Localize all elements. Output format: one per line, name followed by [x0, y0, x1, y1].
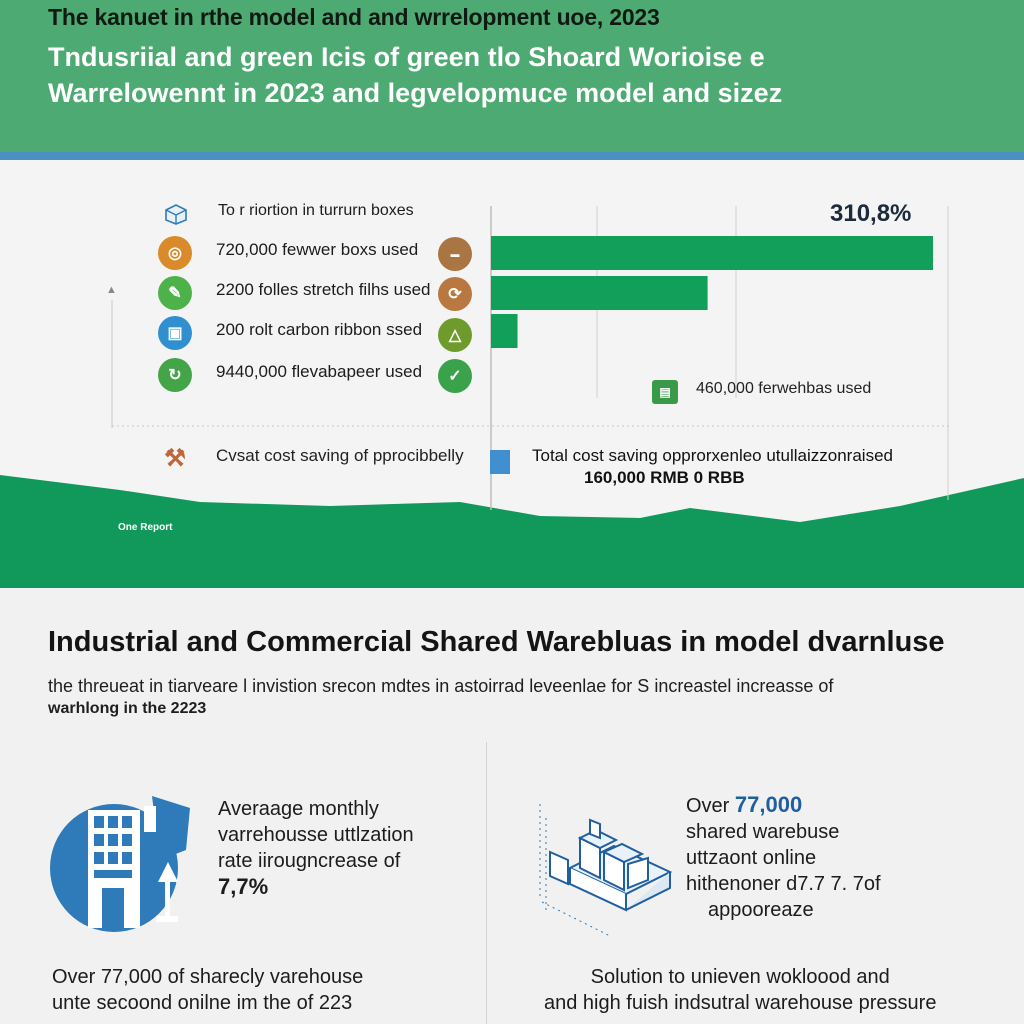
bars-group [491, 236, 933, 348]
header-divider [0, 152, 1024, 160]
footer-right-line-2: and high fuish indsutral warehouse pressure [544, 992, 937, 1014]
footer-left-line-1: Over 77,000 of sharecly varehouse [52, 966, 364, 988]
box-icon [160, 200, 192, 228]
utilization-stat-value: 7,7% [218, 874, 269, 899]
footer-left-line-2: unte secoond onilne im the of 223 [52, 992, 353, 1014]
recycle-icon: ↻ [158, 358, 192, 392]
tools-icon: ⚒ [164, 444, 186, 472]
utilization-stat-line-2: varrehousse uttlzation [218, 824, 414, 846]
section-subtitle-line-2: warhlong in the 2223 [48, 700, 207, 717]
bar-3 [491, 276, 708, 310]
stack-icon: ▤ [652, 380, 678, 404]
warning-icon: △ [438, 318, 472, 352]
footer-right-line-1: Solution to unieven wokloood and [590, 966, 890, 988]
shared-warehouse-prefix: Over [686, 795, 735, 817]
cost-saving-left-label: Cvsat cost saving of pprocibbelly [216, 446, 464, 465]
bar-chart-section [0, 160, 1024, 588]
footer-left-note [52, 964, 363, 1016]
percentage-value: 310,8% [830, 200, 912, 227]
badge-icon: ▬ [438, 237, 472, 271]
header-kicker: The kanuet in rthe model and and wrrelopment uoe, 2023 [48, 4, 660, 30]
section-title: Industrial and Commercial Shared Warebluas in model dvarnluse [48, 626, 945, 658]
category-label: 720,000 fewwer boxs used [216, 240, 419, 259]
coin-icon: ◎ [158, 236, 192, 270]
refresh-icon: ⟳ [438, 277, 472, 311]
utilization-stat-line-1: Averaage monthly [218, 798, 379, 820]
category-label: 200 rolt carbon ribbon ssed [216, 320, 423, 339]
header-title-line-1: Tndusriial and green Icis of green tlo Shoard Worioise e [48, 42, 765, 72]
category-label: 9440,000 flevabapeer used [216, 362, 423, 381]
shared-warehouse-stat-line-3: uttzaont online [686, 847, 817, 869]
check-icon: ✓ [438, 359, 472, 393]
isometric-warehouse-icon [530, 798, 680, 938]
shared-warehouse-stat-line-2: shared warebuse [686, 821, 840, 843]
category-label: To r riortion in turrurn boxes [218, 202, 414, 219]
utilization-stat [218, 796, 414, 900]
footer-right-note [544, 964, 936, 1016]
total-cost-saving-value: 160,000 RMB 0 RBB [584, 468, 745, 487]
bar-2 [491, 236, 933, 270]
header-title-line-2: Warrelowennt in 2023 and legvelopmuce model and sizez [48, 78, 783, 108]
side-note: 460,000 ferwehbas used [696, 380, 872, 397]
total-cost-saving-label: Total cost saving opprorxenleo utullaizzonraised [532, 446, 893, 465]
shared-warehouse-stat-line-5: appooreaze [708, 899, 814, 921]
source-note: One Report [118, 522, 173, 533]
bar-4 [491, 314, 518, 348]
leaf-icon: ✎ [158, 276, 192, 310]
clipboard-icon: ▣ [158, 316, 192, 350]
shared-warehouse-stat-line-1 [686, 792, 881, 819]
axis-arrow-icon: ▲ [106, 284, 117, 296]
warehouse-building-icon [48, 790, 198, 940]
utilization-stat-line-3: rate iirougncrease of [218, 850, 401, 872]
header-banner [0, 0, 1024, 152]
category-label: 2200 folles stretch filhs used [216, 280, 431, 299]
section-subtitle-line-1: the threueat in tiarveare l invistion srecon mdtes in astoirrad leveenlae for S increastel increasse of [48, 676, 834, 696]
cost-marker [490, 450, 510, 474]
shared-warehouse-stat [686, 792, 881, 923]
shared-warehouse-stat-line-4: hithenoner d7.7 7. 7of [686, 873, 881, 895]
shared-warehouse-value: 77,000 [734, 792, 803, 817]
column-divider [486, 742, 487, 1024]
